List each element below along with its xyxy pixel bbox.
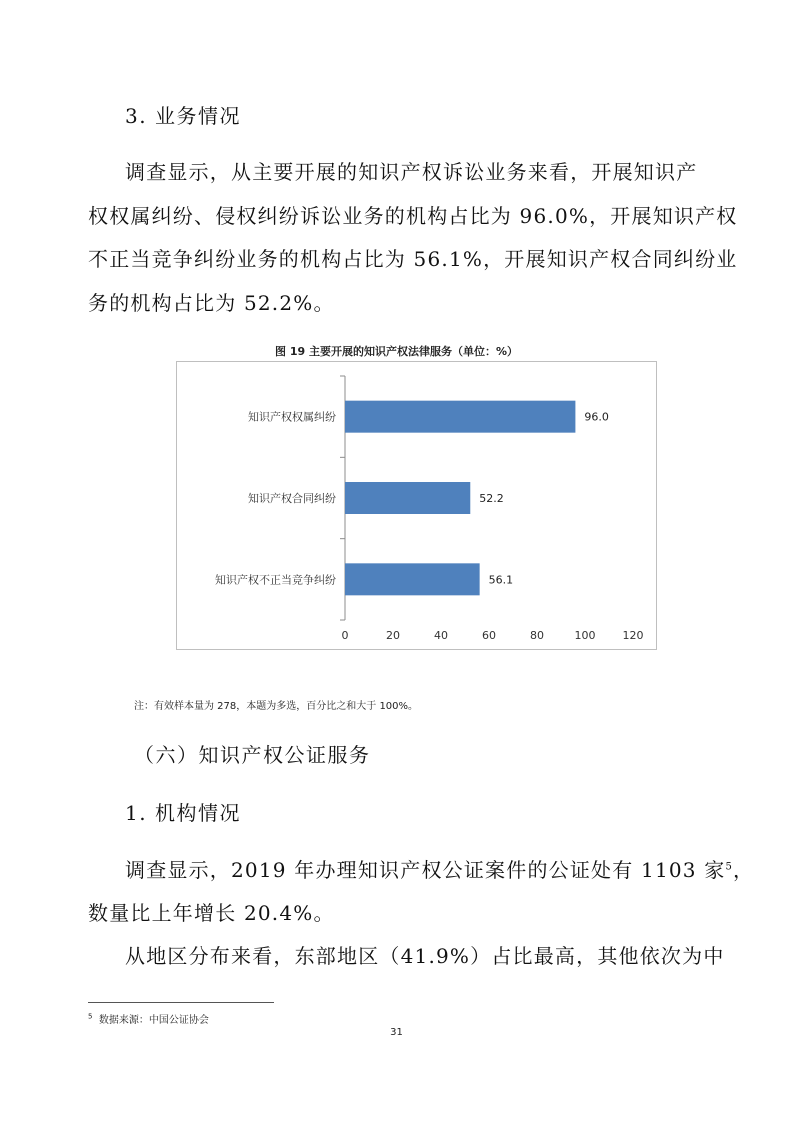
x-tick-label: 120 xyxy=(622,629,644,642)
section-6-para-1-line-1 xyxy=(125,857,754,883)
data-label-3: 56.1 xyxy=(488,573,514,587)
data-label-1: 96.0 xyxy=(584,410,609,424)
section-3-heading: 3. 业务情况 xyxy=(125,104,241,128)
footnote-text: 数据来源：中国公证协会 xyxy=(98,1015,209,1026)
bar-2 xyxy=(345,482,470,514)
figure-note: 注：有效样本量为 278，本题为多选，百分比之和大于 100%。 xyxy=(134,701,419,712)
figure-title: 图 19 主要开展的知识产权法律服务（单位：%） xyxy=(275,345,518,358)
category-label-1: 知识产权权属纠纷 xyxy=(248,410,336,424)
section-6-para-1-line-2: 数量比上年增长 20.4%。 xyxy=(88,901,335,925)
section-3-para-line-1: 调查显示，从主要开展的知识产权诉讼业务来看，开展知识产 xyxy=(125,160,698,184)
x-tick-label: 100 xyxy=(574,629,596,642)
section-3-para-line-3: 不正当竞争纠纷业务的机构占比为 56.1%，开展知识产权合同纠纷业 xyxy=(88,247,738,271)
chart-frame xyxy=(176,361,657,650)
footnote-divider xyxy=(88,1002,274,1003)
footnote-mark: 5 xyxy=(88,1012,93,1021)
section-6-para-2-line-1: 从地区分布来看，东部地区（41.9%）占比最高，其他依次为中 xyxy=(125,944,725,968)
footnote-reference[interactable]: 5 xyxy=(725,861,734,873)
para-1-text-end: ， xyxy=(733,858,755,882)
data-label-2: 52.2 xyxy=(479,492,504,505)
bar-1 xyxy=(345,401,575,433)
section-3-para-line-2: 权权属纠纷、侵权纠纷诉讼业务的机构占比为 96.0%，开展知识产权 xyxy=(88,204,738,228)
category-label-2: 知识产权合同纠纷 xyxy=(248,492,336,505)
x-tick-label: 60 xyxy=(482,629,496,642)
bar-3 xyxy=(345,563,480,595)
bar-chart xyxy=(177,362,656,649)
footnote xyxy=(88,1011,209,1026)
x-tick-label: 40 xyxy=(434,629,448,642)
x-tick-label: 20 xyxy=(386,629,400,642)
x-tick-label: 80 xyxy=(530,629,544,642)
section-6-subheading: 1. 机构情况 xyxy=(125,801,241,825)
category-label-3: 知识产权不正当竞争纠纷 xyxy=(215,573,336,587)
section-6-heading: （六）知识产权公证服务 xyxy=(134,743,371,767)
page-number: 31 xyxy=(390,1027,403,1038)
para-1-text: 调查显示，2019 年办理知识产权公证案件的公证处有 1103 家 xyxy=(125,858,726,882)
section-3-para-line-4: 务的机构占比为 52.2%。 xyxy=(88,291,335,315)
x-tick-label: 0 xyxy=(341,629,349,642)
